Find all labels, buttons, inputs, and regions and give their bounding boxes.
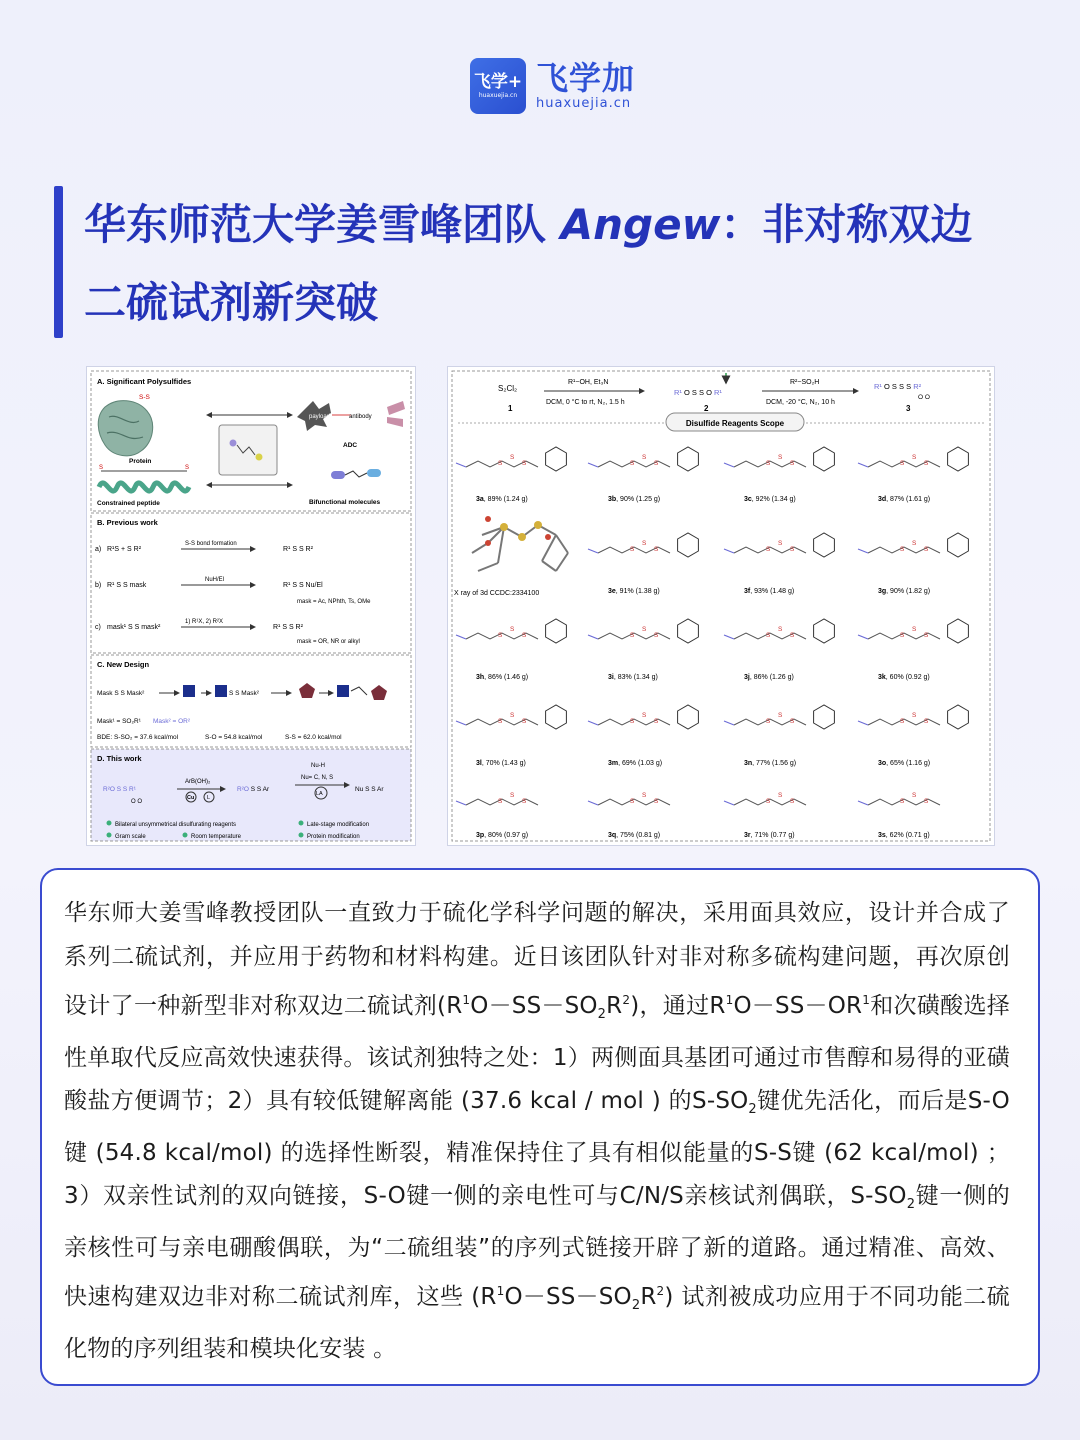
c-ss: S-S = 62.0 kcal/mol (285, 734, 342, 741)
sulfur-label: S (642, 626, 647, 633)
b-c-mask: mask = OR, NR or alkyl (297, 639, 360, 645)
logo-url: huaxuejia.cn (536, 96, 632, 111)
sulfur-label: S (630, 460, 635, 467)
sulfur-label: S (912, 626, 917, 633)
section-a-title: A. Significant Polysulfides (97, 377, 192, 386)
antibody-label: antibody (349, 414, 372, 420)
d-l: L (207, 795, 211, 801)
svg-text:R²O S S R¹: R²O S S R¹ (103, 786, 136, 793)
compound-caption: 3k, 60% (0.92 g) (878, 674, 930, 681)
svg-text:R²O S S Ar: R²O S S Ar (237, 786, 270, 793)
compound-caption: 3o, 65% (1.16 g) (878, 760, 931, 767)
sulfur-label: S (778, 454, 783, 461)
sulfur-label: S (510, 454, 515, 461)
sulfur-label: S (766, 546, 771, 553)
d-feature-4: Room temperature (191, 834, 242, 840)
c-mask2: Mask² = OR² (153, 718, 191, 725)
sulfur-label: S (510, 626, 515, 633)
sulfur-label: S (510, 792, 515, 799)
constrained-label: Constrained peptide (97, 500, 160, 507)
sulfur-label: S (924, 460, 929, 467)
sulfur-label: S (900, 632, 905, 639)
sulfur-label: S (924, 718, 929, 725)
logo-mark-text: 飞学+ (473, 71, 523, 92)
d-feature-3: Gram scale (115, 834, 146, 840)
sulfur-label: S (498, 798, 503, 805)
svg-text:R¹ S S R²: R¹ S S R² (273, 624, 303, 631)
sulfur-label: S (912, 712, 917, 719)
sulfur-label: S (778, 712, 783, 719)
sulfur-label: S (790, 718, 795, 725)
sulfur-label: S (522, 460, 527, 467)
sulfur-label: S (522, 798, 527, 805)
cond1a: R¹−OH, Et₃N (568, 379, 609, 386)
title-part-2: ：非对称双边 (720, 200, 973, 249)
sulfur-label: S (498, 718, 503, 725)
compound-caption: 3a, 89% (1.24 g) (476, 496, 528, 503)
svg-text:R¹ O S S O R¹: R¹ O S S O R¹ (674, 388, 722, 397)
compound-caption: 3e, 91% (1.38 g) (608, 588, 660, 595)
sulfur-label: S (642, 540, 647, 547)
b-c-cond: 1) R¹X, 2) R²X (185, 619, 224, 625)
sulfur-label: S (900, 546, 905, 553)
logo-mark (470, 58, 526, 114)
scope-title: Disulfide Reagents Scope (685, 419, 785, 428)
compound-1-num: 1 (508, 404, 513, 413)
sulfur-label: S (522, 718, 527, 725)
d-la: LA (316, 791, 323, 797)
logo-mark-sub: huaxuejia.cn (478, 91, 518, 99)
c-bde: BDE: S-SO₂ = 37.6 kcal/mol (97, 734, 179, 741)
sulfur-label: S (900, 718, 905, 725)
svg-text:Nu S S Ar: Nu S S Ar (355, 786, 384, 793)
cond2b: DCM, -20 °C, N₂, 10 h (766, 399, 835, 406)
sulfur-label: S (778, 792, 783, 799)
sulfur-label: S (924, 798, 929, 805)
svg-text:R¹ S S R²: R¹ S S R² (283, 546, 313, 553)
svg-text:mask¹ S S mask²: mask¹ S S mask² (107, 624, 161, 631)
d-feature-2: Late-stage modification (307, 822, 370, 828)
title-part-1: 华东师范大学姜雪峰团队 (84, 200, 561, 249)
title-journal: Angew (560, 200, 721, 249)
compound-3-num: 3 (906, 404, 911, 413)
sulfur-label: S (654, 632, 659, 639)
summary-paragraph: 华东师大姜雪峰教授团队一直致力于硫化学科学问题的解决，采用面具效应，设计并合成了系列二硫试剂，并应用于药物和材料构建。近日该团队针对非对称多硫构建问题，再次原创设计了一种新型非对称双边二硫试剂$(R^1O-SS-SO_2R^2)$，通过$R^1O-SS-OR^1$和次磺酸选择性单取代反应高效快速获得。该试剂独特之处：1）两侧面具基团可通过市售醇和易得的亚磺酸盐方便调节；2）具有较低键解离能 (37.6 kcal / mol ) 的$S-SO_2$键优先活化，而后是S-O键 (54.8 kcal/mol) 的选择性断裂，精准保持住了具有相似能量的S-S键 (62 kcal/mol) ；3）双亲性试剂的双向链接，S-O键一侧的亲电性可与C/N/S亲核试剂偶联，$S-SO_2$键一侧的亲核性可与亲电硼酸偶联，为“二硫组装”的序列式链接开辟了新的道路。通过精准、高效、快速构建双边非对称二硫试剂库，这些 $(R^1O-SS-SO_2R^2)$ 试剂被成功应用于不同功能二硫化物的序列组装和模块化安装 。 (64, 900, 1011, 1362)
sulfur-label: S (630, 718, 635, 725)
d-feature-1: Bilateral unsymmetrical disulfurating reagents (115, 822, 237, 828)
sulfur-label: S (900, 460, 905, 467)
sulfur-label: S (510, 712, 515, 719)
sulfur-label: S (766, 798, 771, 805)
compound-caption: 3b, 90% (1.25 g) (608, 496, 661, 503)
sulfur-label: S (498, 632, 503, 639)
sulfur-label: S (642, 792, 647, 799)
bifunctional-label: Bifunctional molecules (309, 499, 381, 506)
sulfur-label: S (912, 540, 917, 547)
svg-text:S S Mask²: S S Mask² (229, 690, 259, 697)
compound-caption: 3p, 80% (0.97 g) (476, 832, 529, 839)
b-c-label: c) (95, 624, 101, 631)
adc-label: ADC (343, 442, 358, 449)
svg-text:O O: O O (131, 799, 143, 805)
sulfur-label: S (654, 798, 659, 805)
sulfur-label: S (912, 792, 917, 799)
compound-caption: 3j, 86% (1.26 g) (744, 674, 794, 681)
b-a-cond: S-S bond formation (185, 541, 237, 547)
b-a-label: a) (95, 546, 102, 553)
b-b-label: b) (95, 582, 102, 589)
b-b-cond: NuH/El (205, 577, 225, 583)
section-d-title: D. This work (97, 754, 142, 763)
title-line-2: 二硫试剂新突破 (84, 278, 379, 327)
sulfur-label: S (790, 632, 795, 639)
compound-caption: 3q, 75% (0.81 g) (608, 832, 661, 839)
sulfur-label: S (766, 718, 771, 725)
compound-caption: 3s, 62% (0.71 g) (878, 832, 930, 839)
sulfur-label: S (654, 546, 659, 553)
svg-text:S: S (185, 465, 190, 471)
sulfur-label: S (912, 454, 917, 461)
right-figure (447, 366, 995, 846)
ss-label: S-S (139, 394, 150, 401)
svg-text:R¹S + S R²: R¹S + S R² (107, 546, 142, 553)
svg-text:R¹ S S mask: R¹ S S mask (107, 582, 147, 589)
logo (470, 58, 635, 114)
summary-text-box (40, 868, 1040, 1386)
svg-text:O O: O O (918, 394, 930, 401)
sulfur-label: S (498, 460, 503, 467)
compound-caption: 3c, 92% (1.34 g) (744, 496, 796, 503)
s2cl2-label: S₂Cl₂ (498, 384, 518, 393)
c-mask1: Mask¹ = SO₂R¹ (97, 718, 141, 725)
sulfur-label: S (642, 712, 647, 719)
compound-caption: 3n, 77% (1.56 g) (744, 760, 797, 767)
section-b-title: B. Previous work (97, 518, 158, 527)
protein-label: Protein (129, 458, 152, 465)
cond1b: DCM, 0 °C to rt, N₂, 1.5 h (546, 399, 625, 406)
xray-caption: X ray of 3d CCDC:2334100 (454, 590, 540, 597)
compound-caption: 3l, 70% (1.43 g) (476, 760, 526, 767)
svg-text:Mask S S Mask²: Mask S S Mask² (97, 690, 145, 697)
title-accent-bar (54, 186, 63, 338)
compound-caption: 3h, 86% (1.46 g) (476, 674, 529, 681)
compound-caption: 3r, 71% (0.77 g) (744, 832, 795, 839)
svg-text:R¹ O S S S R²: R¹ O S S S R² (874, 382, 922, 391)
sulfur-label: S (924, 632, 929, 639)
logo-name: 飞学加 (536, 59, 636, 97)
d-nuh: Nu-H (311, 763, 326, 769)
b-b-mask: mask = Ac, NPhth, Ts, OMe (297, 599, 371, 605)
sulfur-label: S (778, 540, 783, 547)
sulfur-label: S (766, 460, 771, 467)
left-figure (86, 366, 416, 846)
center-box (219, 425, 277, 475)
sulfur-label: S (790, 460, 795, 467)
sulfur-label: S (630, 546, 635, 553)
d-nu: Nu= C, N, S (301, 775, 334, 781)
compound-caption: 3f, 93% (1.48 g) (744, 588, 795, 595)
sulfur-label: S (778, 626, 783, 633)
d-cu: Cu (187, 795, 195, 801)
compound-caption: 3m, 69% (1.03 g) (608, 760, 663, 767)
sulfur-label: S (630, 798, 635, 805)
page-title (84, 186, 1034, 342)
d-cond1: ArB(OH)₂ (185, 779, 211, 785)
sulfur-label: S (654, 718, 659, 725)
payload-label: payload (309, 414, 331, 420)
cond2a: R²−SO₂H (790, 379, 820, 386)
compound-caption: 3d, 87% (1.61 g) (878, 496, 931, 503)
sulfur-label: S (900, 798, 905, 805)
sulfur-label: S (654, 460, 659, 467)
protein-image (98, 401, 152, 456)
sulfur-label: S (522, 632, 527, 639)
sulfur-label: S (924, 546, 929, 553)
section-c-title: C. New Design (97, 660, 150, 669)
sulfur-label: S (766, 632, 771, 639)
sulfur-label: S (790, 546, 795, 553)
compound-caption: 3i, 83% (1.34 g) (608, 674, 658, 681)
c-so: S-O = 54.8 kcal/mol (205, 734, 263, 741)
svg-text:S: S (99, 465, 104, 471)
compound-2-num: 2 (704, 404, 709, 413)
sulfur-label: S (642, 454, 647, 461)
sulfur-label: S (630, 632, 635, 639)
compound-caption: 3g, 90% (1.82 g) (878, 588, 931, 595)
svg-text:R¹ S S Nu/El: R¹ S S Nu/El (283, 582, 323, 589)
sulfur-label: S (790, 798, 795, 805)
d-feature-5: Protein modification (307, 834, 360, 840)
